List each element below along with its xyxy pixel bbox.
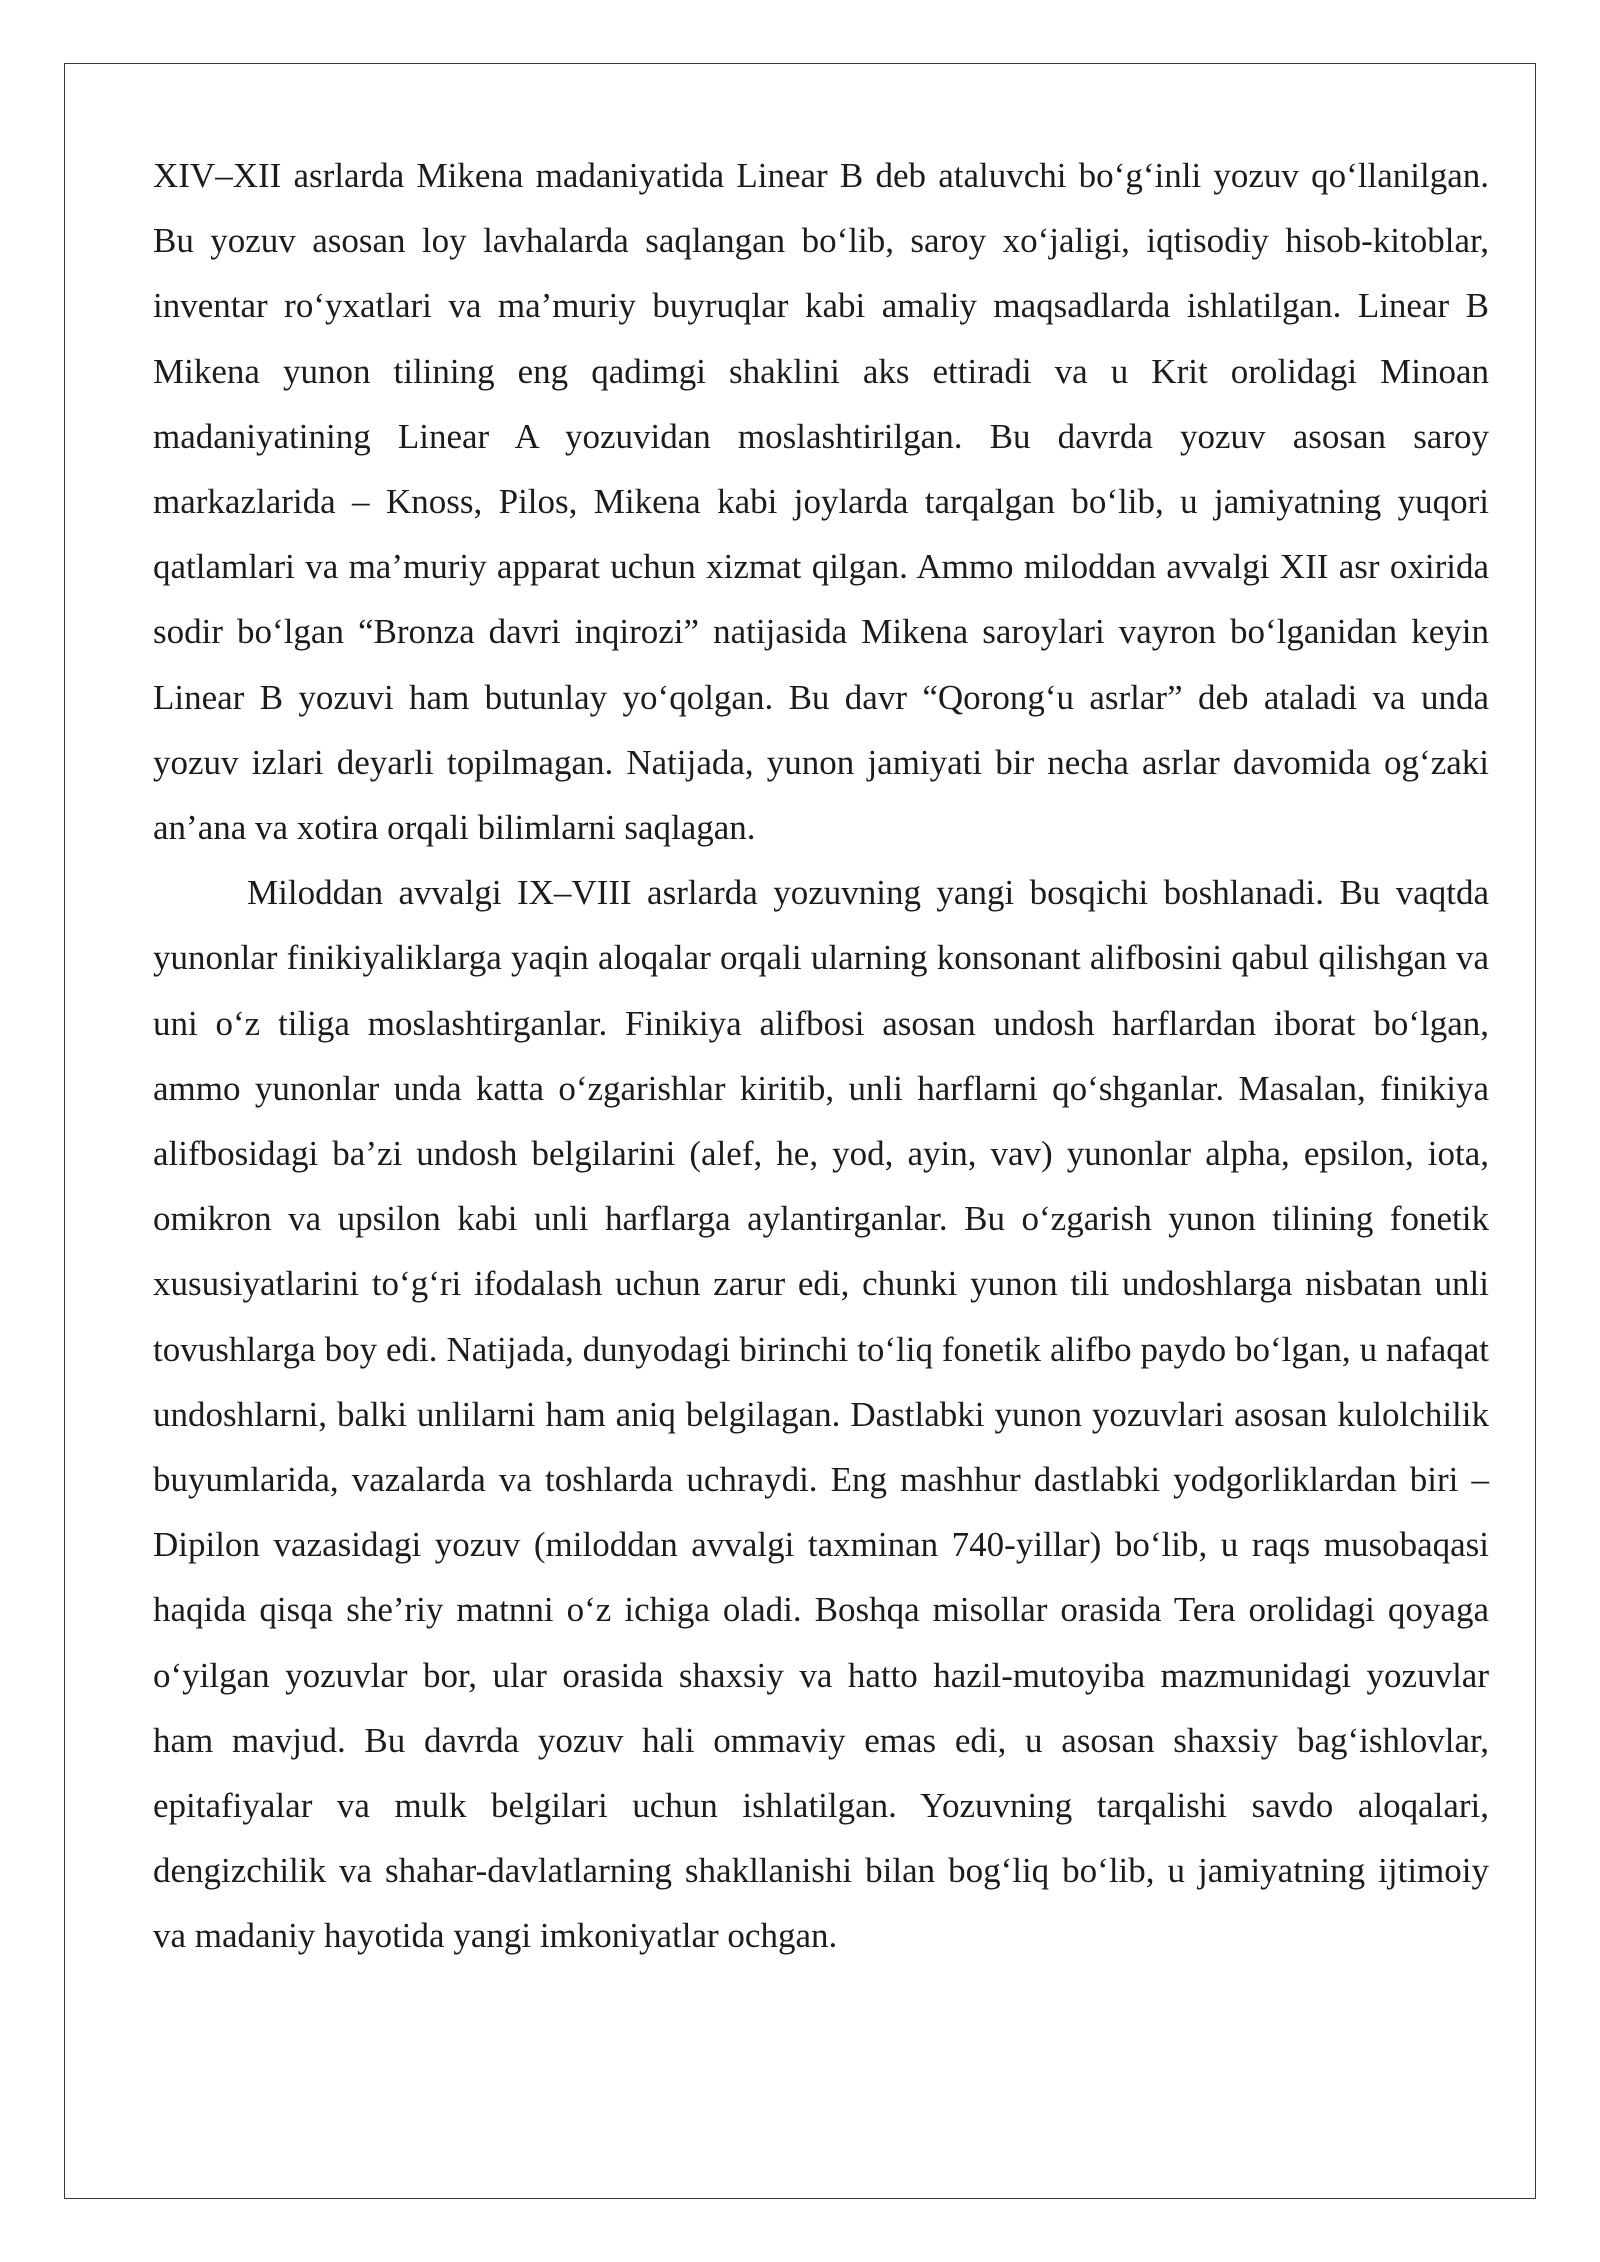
- paragraph-linear-b: XIV–XII asrlarda Mikena madaniyatida Linear B deb ataluvchi bo‘g‘inli yozuv qo‘llanilgan. Bu yozuv asosan loy lavhalarda saqlangan bo‘lib, saroy xo‘jaligi, iqtisodiy hisob-kitoblar, inventar ro‘yxatlari va ma’muriy buyruqlar kabi amaliy maqsadlarda ishlatilgan. Linear B Mikena yunon tilining eng qadimgi shaklini aks ettiradi va u Krit orolidagi Minoan madaniyatining Linear A yozuvidan moslashtirilgan. Bu davrda yozuv asosan saroy markazlarida – Knoss, Pilos, Mikena kabi joylarda tarqalgan bo‘lib, u jamiyatning yuqori qatlamlari va ma’muriy apparat uchun xizmat qilgan. Ammo miloddan avvalgi XII asr oxirida sodir bo‘lgan “Bronza davri inqirozi” natijasida Mikena saroylari vayron bo‘lganidan keyin Linear B yozuvi ham butunlay yo‘qolgan. Bu davr “Qorong‘u asrlar” deb ataladi va unda yozuv izlari deyarli topilmagan. Natijada, yunon jamiyati bir necha asrlar davomida og‘zaki an’ana va xotira orqali bilimlarni saqlagan.: [153, 156, 1489, 848]
- document-body: [153, 143, 1489, 1969]
- paragraph-greek-alphabet: Miloddan avvalgi IX–VIII asrlarda yozuvning yangi bosqichi boshlanadi. Bu vaqtda yunonlar finikiyaliklarga yaqin aloqalar orqali ularning konsonant alifbosini qabul qilishgan va uni o‘z tiliga moslashtirganlar. Finikiya alifbosi asosan undosh harflardan iborat bo‘lgan, ammo yunonlar unda katta o‘zgarishlar kiritib, unli harflarni qo‘shganlar. Masalan, finikiya alifbosidagi ba’zi undosh belgilarini (alef, he, yod, ayin, vav) yunonlar alpha, epsilon, iota, omikron va upsilon kabi unli harflarga aylantirganlar. Bu o‘zgarish yunon tilining fonetik xususiyatlarini to‘g‘ri ifodalash uchun zarur edi, chunki yunon tili undoshlarga nisbatan unli tovushlarga boy edi. Natijada, dunyodagi birinchi to‘liq fonetik alifbo paydo bo‘lgan, u nafaqat undoshlarni, balki unlilarni ham aniq belgilagan. Dastlabki yunon yozuvlari asosan kulolchilik buyumlarida, vazalarda va toshlarda uchraydi. Eng mashhur dastlabki yodgorliklardan biri – Dipilon vazasidagi yozuv (miloddan avvalgi taxminan 740-yillar) bo‘lib, u raqs musobaqasi haqida qisqa she’riy matnni o‘z ichiga oladi. Boshqa misollar orasida Tera orolidagi qoyaga o‘yilgan yozuvlar bor, ular orasida shaxsiy va hatto hazil-mutoyiba mazmunidagi yozuvlar ham mavjud. Bu davrda yozuv hali ommaviy emas edi, u asosan shaxsiy bag‘ishlovlar, epitafiyalar va mulk belgilari uchun ishlatilgan. Yozuvning tarqalishi savdo aloqalari, dengizchilik va shahar-davlatlarning shakllanishi bilan bog‘liq bo‘lib, u jamiyatning ijtimoiy va madaniy hayotida yangi imkoniyatlar ochgan.: [153, 873, 1489, 1956]
